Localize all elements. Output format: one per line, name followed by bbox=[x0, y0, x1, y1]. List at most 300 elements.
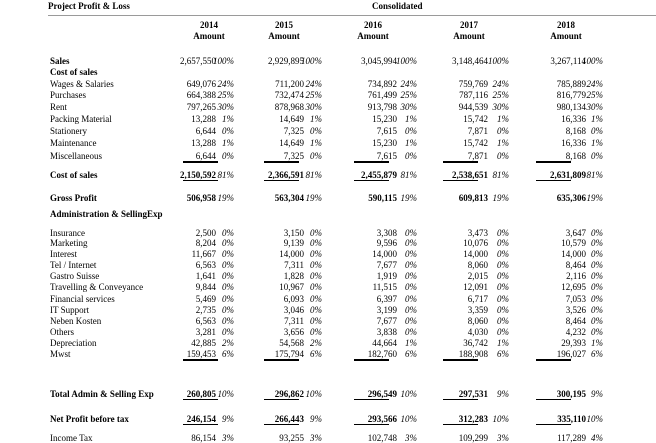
row-label: Gastro Suisse bbox=[50, 271, 100, 281]
amount-cell: 785,889 bbox=[556, 79, 586, 89]
percent-cell: 0% bbox=[591, 282, 603, 292]
row-label: Depreciation bbox=[50, 338, 97, 348]
amount-cell: 13,288 bbox=[191, 114, 216, 124]
table-row bbox=[0, 67, 656, 77]
total-underline bbox=[443, 399, 478, 400]
amount-cell: 7,677 bbox=[376, 316, 397, 326]
amount-cell: 506,958 bbox=[186, 193, 216, 203]
percent-cell: 24% bbox=[400, 79, 417, 89]
percent-cell: 30% bbox=[400, 102, 417, 112]
percent-cell: 0% bbox=[222, 228, 234, 238]
row-label: Marketing bbox=[50, 238, 88, 248]
amount-label: Amount bbox=[550, 31, 582, 41]
percent-cell: 0% bbox=[591, 249, 603, 259]
percent-cell: 25% bbox=[217, 90, 234, 100]
amount-cell: 14,000 bbox=[372, 249, 397, 259]
amount-cell: 15,230 bbox=[372, 138, 397, 148]
amount-cell: 3,656 bbox=[283, 327, 304, 337]
percent-cell: 0% bbox=[497, 249, 509, 259]
percent-cell: 0% bbox=[405, 271, 417, 281]
amount-cell: 590,115 bbox=[368, 193, 397, 203]
total-underline bbox=[264, 424, 299, 425]
percent-cell: 1% bbox=[222, 138, 234, 148]
table-row bbox=[0, 349, 656, 359]
amount-cell: 15,230 bbox=[372, 114, 397, 124]
amount-cell: 29,393 bbox=[561, 338, 586, 348]
percent-cell: 0% bbox=[497, 294, 509, 304]
total-underline bbox=[354, 180, 389, 181]
amount-cell: 664,388 bbox=[186, 90, 216, 100]
amount-cell: 734,892 bbox=[367, 79, 397, 89]
percent-cell: 0% bbox=[497, 260, 509, 270]
amount-cell: 36,742 bbox=[463, 338, 488, 348]
amount-cell: 3,838 bbox=[376, 327, 397, 337]
percent-cell: 1% bbox=[591, 138, 603, 148]
percent-cell: 25% bbox=[305, 90, 322, 100]
amount-label: Amount bbox=[193, 31, 225, 41]
amount-cell: 109,299 bbox=[458, 433, 488, 443]
subtotal-underline bbox=[536, 162, 571, 163]
total-underline bbox=[183, 424, 218, 425]
amount-cell: 14,000 bbox=[279, 249, 304, 259]
row-label: Income Tax bbox=[50, 433, 93, 443]
amount-cell: 6,563 bbox=[195, 260, 216, 270]
percent-cell: 3% bbox=[222, 433, 234, 443]
amount-cell: 117,289 bbox=[557, 433, 586, 443]
percent-cell: 0% bbox=[222, 282, 234, 292]
percent-cell: 0% bbox=[405, 238, 417, 248]
amount-cell: 4,232 bbox=[565, 327, 586, 337]
percent-cell: 3% bbox=[497, 433, 509, 443]
table-row bbox=[0, 389, 656, 399]
amount-cell: 8,060 bbox=[467, 316, 488, 326]
subtotal-underline bbox=[264, 162, 299, 163]
percent-cell: 0% bbox=[310, 249, 322, 259]
percent-cell: 2% bbox=[310, 338, 322, 348]
table-row bbox=[0, 228, 656, 238]
amount-cell: 10,967 bbox=[279, 282, 304, 292]
year-label: 2017 bbox=[460, 20, 478, 30]
amount-cell: 8,060 bbox=[467, 260, 488, 270]
row-label: Insurance bbox=[50, 228, 85, 238]
amount-cell: 2,015 bbox=[467, 271, 488, 281]
percent-cell: 9% bbox=[591, 389, 603, 399]
row-label: Stationery bbox=[50, 126, 87, 136]
amount-cell: 14,649 bbox=[279, 114, 304, 124]
amount-cell: 2,657,550 bbox=[180, 56, 216, 66]
percent-cell: 0% bbox=[591, 126, 603, 136]
amount-cell: 188,908 bbox=[458, 349, 488, 359]
percent-cell: 1% bbox=[497, 338, 509, 348]
percent-cell: 0% bbox=[310, 126, 322, 136]
percent-cell: 0% bbox=[405, 294, 417, 304]
year-header-2015 bbox=[249, 20, 319, 42]
amount-cell: 296,549 bbox=[367, 389, 397, 399]
amount-cell: 3,647 bbox=[565, 228, 586, 238]
percent-cell: 0% bbox=[222, 238, 234, 248]
amount-cell: 7,311 bbox=[284, 260, 304, 270]
amount-cell: 6,717 bbox=[467, 294, 488, 304]
amount-cell: 3,281 bbox=[195, 327, 216, 337]
amount-cell: 2,455,879 bbox=[361, 170, 397, 180]
row-label: Travelling & Conveyance bbox=[50, 282, 144, 292]
row-label: Financial services bbox=[50, 294, 115, 304]
percent-cell: 0% bbox=[405, 327, 417, 337]
amount-cell: 266,443 bbox=[274, 414, 304, 424]
percent-cell: 0% bbox=[497, 151, 509, 161]
table-row bbox=[0, 209, 656, 219]
amount-cell: 2,631,809 bbox=[550, 170, 586, 180]
percent-cell: 0% bbox=[497, 316, 509, 326]
amount-cell: 297,531 bbox=[458, 389, 488, 399]
total-underline bbox=[443, 424, 478, 425]
amount-cell: 260,805 bbox=[186, 389, 216, 399]
row-label: Wages & Salaries bbox=[50, 79, 114, 89]
table-row bbox=[0, 294, 656, 304]
percent-cell: 0% bbox=[310, 316, 322, 326]
amount-cell: 944,539 bbox=[458, 102, 488, 112]
table-row bbox=[0, 316, 656, 326]
table-row bbox=[0, 151, 656, 161]
amount-cell: 8,204 bbox=[195, 238, 216, 248]
amount-cell: 293,566 bbox=[367, 414, 397, 424]
percent-cell: 0% bbox=[405, 305, 417, 315]
amount-cell: 732,474 bbox=[274, 90, 304, 100]
table-row bbox=[0, 56, 656, 66]
total-underline bbox=[354, 424, 389, 425]
percent-cell: 0% bbox=[310, 238, 322, 248]
percent-cell: 81% bbox=[492, 170, 509, 180]
amount-cell: 13,288 bbox=[191, 138, 216, 148]
amount-cell: 3,045,994 bbox=[361, 56, 397, 66]
amount-cell: 2,500 bbox=[195, 228, 216, 238]
percent-cell: 0% bbox=[591, 260, 603, 270]
table-row bbox=[0, 193, 656, 203]
percent-cell: 30% bbox=[586, 102, 603, 112]
subtotal-underline bbox=[354, 162, 389, 163]
subtotal-underline bbox=[354, 360, 389, 361]
amount-cell: 246,154 bbox=[186, 414, 216, 424]
percent-cell: 30% bbox=[217, 102, 234, 112]
row-label: Net Profit before tax bbox=[50, 414, 129, 424]
percent-cell: 19% bbox=[492, 193, 509, 203]
percent-cell: 0% bbox=[405, 228, 417, 238]
percent-cell: 0% bbox=[591, 238, 603, 248]
amount-cell: 2,366,591 bbox=[268, 170, 304, 180]
percent-cell: 1% bbox=[405, 338, 417, 348]
percent-cell: 81% bbox=[305, 170, 322, 180]
amount-cell: 9,844 bbox=[195, 282, 216, 292]
amount-cell: 4,030 bbox=[467, 327, 488, 337]
table-row bbox=[0, 238, 656, 248]
percent-cell: 81% bbox=[400, 170, 417, 180]
amount-cell: 3,473 bbox=[467, 228, 488, 238]
amount-cell: 14,649 bbox=[279, 138, 304, 148]
percent-cell: 0% bbox=[405, 316, 417, 326]
row-label: Cost of sales bbox=[50, 67, 98, 77]
amount-cell: 6,093 bbox=[283, 294, 304, 304]
percent-cell: 0% bbox=[591, 316, 603, 326]
percent-cell: 0% bbox=[310, 260, 322, 270]
year-header-2014 bbox=[174, 20, 244, 42]
percent-cell: 6% bbox=[222, 349, 234, 359]
amount-cell: 635,306 bbox=[556, 193, 586, 203]
table-row bbox=[0, 305, 656, 315]
header-divider bbox=[48, 15, 656, 16]
total-underline bbox=[443, 180, 478, 181]
row-label: Gross Profit bbox=[50, 193, 97, 203]
amount-cell: 2,929,895 bbox=[268, 56, 304, 66]
row-label: Packing Material bbox=[50, 114, 112, 124]
table-row bbox=[0, 271, 656, 281]
amount-cell: 8,168 bbox=[565, 151, 586, 161]
row-label: Tel / Internet bbox=[50, 260, 97, 270]
amount-cell: 296,862 bbox=[274, 389, 304, 399]
amount-cell: 7,325 bbox=[283, 126, 304, 136]
percent-cell: 1% bbox=[310, 138, 322, 148]
row-label: Mwst bbox=[50, 349, 71, 359]
table-row bbox=[0, 114, 656, 124]
percent-cell: 0% bbox=[497, 238, 509, 248]
percent-cell: 0% bbox=[591, 305, 603, 315]
amount-cell: 10,579 bbox=[561, 238, 586, 248]
percent-cell: 0% bbox=[405, 126, 417, 136]
percent-cell: 10% bbox=[400, 414, 417, 424]
amount-cell: 8,464 bbox=[565, 316, 586, 326]
percent-cell: 10% bbox=[586, 414, 603, 424]
amount-cell: 175,794 bbox=[274, 349, 304, 359]
amount-cell: 16,336 bbox=[561, 114, 586, 124]
percent-cell: 100% bbox=[213, 56, 234, 66]
percent-cell: 9% bbox=[497, 389, 509, 399]
subtotal-underline bbox=[264, 360, 299, 361]
amount-cell: 11,515 bbox=[372, 282, 397, 292]
amount-cell: 1,919 bbox=[376, 271, 397, 281]
row-label: Others bbox=[50, 327, 74, 337]
row-label: Interest bbox=[50, 249, 77, 259]
total-underline bbox=[264, 180, 299, 181]
percent-cell: 0% bbox=[222, 126, 234, 136]
percent-cell: 0% bbox=[405, 282, 417, 292]
amount-cell: 54,568 bbox=[279, 338, 304, 348]
amount-cell: 3,199 bbox=[376, 305, 397, 315]
amount-cell: 312,283 bbox=[458, 414, 488, 424]
amount-cell: 10,076 bbox=[463, 238, 488, 248]
amount-cell: 787,116 bbox=[459, 90, 488, 100]
row-label: Miscellaneous bbox=[50, 151, 102, 161]
amount-cell: 3,308 bbox=[376, 228, 397, 238]
row-label: Maintenance bbox=[50, 138, 97, 148]
amount-cell: 8,464 bbox=[565, 260, 586, 270]
percent-cell: 10% bbox=[492, 414, 509, 424]
amount-cell: 196,027 bbox=[556, 349, 586, 359]
table-row bbox=[0, 79, 656, 89]
amount-cell: 14,000 bbox=[463, 249, 488, 259]
table-row bbox=[0, 249, 656, 259]
percent-cell: 0% bbox=[222, 271, 234, 281]
amount-cell: 797,265 bbox=[186, 102, 216, 112]
percent-cell: 1% bbox=[405, 138, 417, 148]
percent-cell: 0% bbox=[310, 271, 322, 281]
amount-cell: 335,110 bbox=[557, 414, 586, 424]
amount-cell: 93,255 bbox=[279, 433, 304, 443]
amount-cell: 816,779 bbox=[556, 90, 586, 100]
subtotal-underline bbox=[183, 360, 218, 361]
amount-cell: 649,076 bbox=[186, 79, 216, 89]
percent-cell: 30% bbox=[305, 102, 322, 112]
amount-cell: 3,046 bbox=[283, 305, 304, 315]
amount-cell: 3,359 bbox=[467, 305, 488, 315]
percent-cell: 25% bbox=[492, 90, 509, 100]
amount-cell: 6,644 bbox=[195, 151, 216, 161]
percent-cell: 10% bbox=[217, 389, 234, 399]
table-row bbox=[0, 433, 656, 443]
row-label: Purchases bbox=[50, 90, 86, 100]
subtotal-underline bbox=[443, 360, 478, 361]
percent-cell: 0% bbox=[405, 249, 417, 259]
year-label: 2018 bbox=[557, 20, 575, 30]
table-row bbox=[0, 90, 656, 100]
amount-cell: 759,769 bbox=[458, 79, 488, 89]
percent-cell: 0% bbox=[310, 327, 322, 337]
amount-cell: 3,526 bbox=[565, 305, 586, 315]
total-underline bbox=[536, 399, 571, 400]
amount-cell: 5,469 bbox=[195, 294, 216, 304]
percent-cell: 0% bbox=[310, 228, 322, 238]
percent-cell: 3% bbox=[310, 433, 322, 443]
subtotal-underline bbox=[536, 360, 571, 361]
row-label: Total Admin & Selling Exp bbox=[50, 389, 154, 399]
amount-cell: 980,134 bbox=[556, 102, 586, 112]
total-underline bbox=[536, 180, 571, 181]
amount-cell: 14,000 bbox=[561, 249, 586, 259]
amount-cell: 7,871 bbox=[467, 151, 488, 161]
year-header-2016 bbox=[338, 20, 408, 42]
table-row bbox=[0, 170, 656, 180]
row-label: Cost of sales bbox=[50, 170, 98, 180]
table-row bbox=[0, 102, 656, 112]
amount-cell: 7,311 bbox=[284, 316, 304, 326]
percent-cell: 0% bbox=[222, 327, 234, 337]
amount-cell: 16,336 bbox=[561, 138, 586, 148]
percent-cell: 0% bbox=[497, 305, 509, 315]
year-header-2018 bbox=[531, 20, 601, 42]
row-label: Rent bbox=[50, 102, 67, 112]
amount-cell: 563,304 bbox=[274, 193, 304, 203]
percent-cell: 1% bbox=[310, 114, 322, 124]
amount-cell: 44,664 bbox=[372, 338, 397, 348]
percent-cell: 3% bbox=[405, 433, 417, 443]
amount-cell: 913,798 bbox=[367, 102, 397, 112]
amount-cell: 7,871 bbox=[467, 126, 488, 136]
percent-cell: 0% bbox=[310, 151, 322, 161]
table-row bbox=[0, 138, 656, 148]
amount-label: Amount bbox=[268, 31, 300, 41]
percent-cell: 0% bbox=[591, 228, 603, 238]
amount-cell: 86,154 bbox=[191, 433, 216, 443]
table-row bbox=[0, 260, 656, 270]
percent-cell: 19% bbox=[217, 193, 234, 203]
percent-cell: 9% bbox=[222, 414, 234, 424]
percent-cell: 25% bbox=[400, 90, 417, 100]
percent-cell: 24% bbox=[305, 79, 322, 89]
percent-cell: 19% bbox=[586, 193, 603, 203]
percent-cell: 0% bbox=[497, 228, 509, 238]
amount-label: Amount bbox=[357, 31, 389, 41]
percent-cell: 4% bbox=[591, 433, 603, 443]
amount-cell: 15,742 bbox=[463, 114, 488, 124]
subtotal-underline bbox=[183, 162, 218, 163]
amount-cell: 3,148,464 bbox=[452, 56, 488, 66]
total-underline bbox=[264, 399, 299, 400]
table-row bbox=[0, 126, 656, 136]
amount-cell: 711,200 bbox=[275, 79, 304, 89]
percent-cell: 0% bbox=[591, 271, 603, 281]
percent-cell: 24% bbox=[217, 79, 234, 89]
amount-cell: 6,563 bbox=[195, 316, 216, 326]
amount-cell: 1,828 bbox=[283, 271, 304, 281]
percent-cell: 2% bbox=[222, 338, 234, 348]
percent-cell: 10% bbox=[305, 389, 322, 399]
percent-cell: 24% bbox=[492, 79, 509, 89]
percent-cell: 19% bbox=[400, 193, 417, 203]
amount-cell: 2,538,651 bbox=[452, 170, 488, 180]
percent-cell: 100% bbox=[488, 56, 509, 66]
amount-cell: 609,813 bbox=[458, 193, 488, 203]
amount-cell: 2,150,592 bbox=[180, 170, 216, 180]
amount-cell: 7,677 bbox=[376, 260, 397, 270]
amount-cell: 102,748 bbox=[367, 433, 397, 443]
table-row bbox=[0, 338, 656, 348]
percent-cell: 81% bbox=[217, 170, 234, 180]
report-header bbox=[0, 1, 656, 15]
amount-cell: 9,139 bbox=[283, 238, 304, 248]
amount-cell: 7,053 bbox=[565, 294, 586, 304]
table-row bbox=[0, 414, 656, 424]
percent-cell: 0% bbox=[222, 151, 234, 161]
percent-cell: 25% bbox=[586, 90, 603, 100]
amount-cell: 2,116 bbox=[566, 271, 586, 281]
percent-cell: 6% bbox=[405, 349, 417, 359]
percent-cell: 19% bbox=[305, 193, 322, 203]
amount-cell: 1,641 bbox=[195, 271, 216, 281]
year-header-2017 bbox=[434, 20, 504, 42]
year-label: 2016 bbox=[364, 20, 382, 30]
percent-cell: 9% bbox=[310, 414, 322, 424]
row-label: Neben Kosten bbox=[50, 316, 102, 326]
percent-cell: 0% bbox=[591, 294, 603, 304]
percent-cell: 30% bbox=[492, 102, 509, 112]
row-label: IT Support bbox=[50, 305, 90, 315]
percent-cell: 1% bbox=[497, 138, 509, 148]
percent-cell: 0% bbox=[310, 294, 322, 304]
percent-cell: 0% bbox=[591, 151, 603, 161]
amount-cell: 42,885 bbox=[191, 338, 216, 348]
percent-cell: 0% bbox=[222, 249, 234, 259]
amount-cell: 6,644 bbox=[195, 126, 216, 136]
amount-cell: 12,695 bbox=[561, 282, 586, 292]
amount-label: Amount bbox=[453, 31, 485, 41]
percent-cell: 0% bbox=[497, 126, 509, 136]
year-label: 2014 bbox=[200, 20, 218, 30]
percent-cell: 1% bbox=[591, 338, 603, 348]
amount-cell: 11,667 bbox=[191, 249, 216, 259]
total-underline bbox=[183, 180, 218, 181]
percent-cell: 100% bbox=[582, 56, 603, 66]
amount-cell: 7,615 bbox=[376, 126, 397, 136]
percent-cell: 0% bbox=[222, 305, 234, 315]
percent-cell: 100% bbox=[396, 56, 417, 66]
